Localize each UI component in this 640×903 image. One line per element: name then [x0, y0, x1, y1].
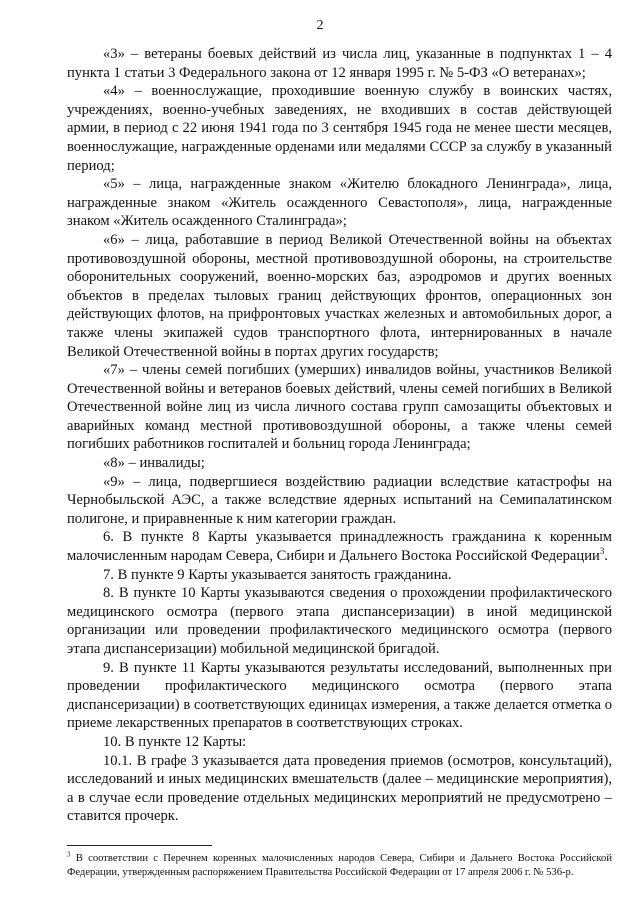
paragraph-item-6-end: .: [604, 548, 608, 565]
paragraph-siege-residents: «5» – лица, награжденные знаком «Жителю блокадного Ленинграда», лица, награжденные знаком «Житель осажденного Севастополя», лица, награжденные знаком «Житель осажденного Сталинграда»;: [67, 176, 612, 230]
paragraph-family-members: «7» – члены семей погибших (умерших) инвалидов войны, участников Великой Отечественной войны и ветеранов боевых действий, члены семей погибших в Великой Отечественной войне лиц из числа личного состава групп самозащиты объектовых и аварийных команд местной противовоздушной обороны, а также члены семей погибших работников госпиталей и больниц города Ленинграда;: [67, 362, 612, 453]
paragraph-item-7: 7. В пункте 9 Карты указывается занятость гражданина.: [103, 566, 452, 583]
paragraph-item-8: 8. В пункте 10 Карты указываются сведения о прохождении профилактического медицинского осмотра (первого этапа диспансеризации) в иной медицинской организации или проведении профилактического медицинского осмотра (первого этапа диспансеризации) мобильной медицинской бригадой.: [67, 585, 612, 657]
paragraph-item-10: 10. В пункте 12 Карты:: [103, 733, 247, 750]
footnote-divider: [67, 845, 212, 846]
paragraph-disabled: «8» – инвалиды;: [103, 455, 205, 472]
footnote: [67, 852, 612, 880]
paragraph-item-9: 9. В пункте 11 Карты указываются результаты исследований, выполненных при проведении профилактического медицинского осмотра (первого этапа диспансеризации) в соответствующих единицах измерения, а также делается отметка о приеме лекарственных препаратов в соответствующих строках.: [67, 659, 612, 732]
footnote-reference: 3: [599, 546, 605, 557]
page-number: 2: [316, 18, 324, 33]
paragraph-item-6: [67, 528, 612, 565]
paragraph-veterans-combat: «3» – ветераны боевых действий из числа лиц, указанные в подпунктах 1 – 4 пункта 1 статьи 3 Федерального закона от 12 января 1995 г. № 5-ФЗ «О ветеранах»;: [67, 46, 612, 81]
paragraph-item-10-1: 10.1. В графе 3 указывается дата проведения приемов (осмотров, консультаций), исследований и иных медицинских вмешательств (далее – медицинские мероприятия), а в случае если проведение отдельных медицинских мероприятий не предусмотрено – ставится прочерк.: [67, 752, 612, 825]
footnote-marker: 3: [67, 850, 71, 859]
paragraph-item-6-text: 6. В пункте 8 Карты указывается принадлежность гражданина к коренным малочисленным народам Севера, Сибири и Дальнего Востока Российской Федерации: [67, 529, 612, 565]
paragraph-military-servicemen: «4» – военнослужащие, проходившие военную службу в воинских частях, учреждениях, военно-учебных заведениях, не входивших в состав действующей армии, в период с 22 июня 1941 года по 3 сентября 1945 года не менее шести месяцев, военнослужащие, награжденные орденами или медалями СССР за службу в указанный период;: [67, 83, 612, 174]
footnote-text: В соответствии с Перечнем коренных малочисленных народов Севера, Сибири и Дальнего Востока Российской Федерации, утвержденным распоряжением Правительства Российской Федерации от 17 апреля 2006 г. № 536-р.: [67, 853, 612, 878]
paragraph-radiation-victims: «9» – лица, подвергшиеся воздействию радиации вследствие катастрофы на Чернобыльской АЭС, а также вследствие ядерных испытаний на Семипалатинском полигоне, и приравненные к ним категории граждан.: [67, 473, 612, 527]
document-body: [67, 45, 612, 826]
paragraph-wartime-workers: «6» – лица, работавшие в период Великой Отечественной войны на объектах противовоздушной обороны, местной противовоздушной обороны, на строительстве оборонительных сооружений, военно-морских баз, аэродромов и других военных объектов в пределах тыловых границ действующих фронтов, операционных зон действующих флотов, на прифронтовых участках железных и автомобильных дорог, а также члены экипажей судов транспортного флота, интернированных в начале Великой Отечественной войны в портах других государств;: [67, 231, 612, 360]
